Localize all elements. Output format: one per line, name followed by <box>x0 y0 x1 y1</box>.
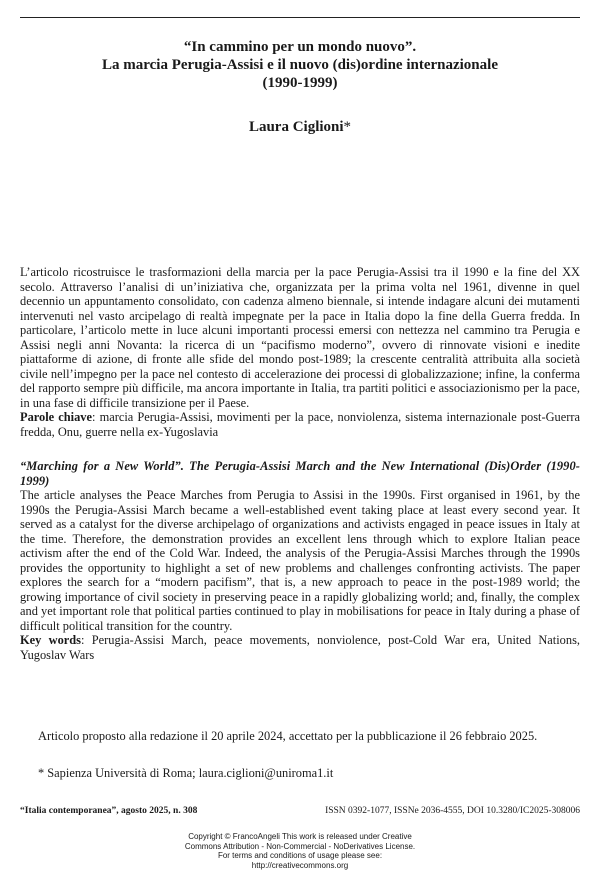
issn-doi: ISSN 0392-1077, ISSNe 2036-4555, DOI 10.3280/IC2025-308006 <box>325 806 580 816</box>
copyright-link[interactable]: http://creativecommons.org <box>251 860 349 870</box>
keywords-english-label: Key words <box>20 633 82 647</box>
keywords-english <box>20 633 580 662</box>
submission-note: Articolo proposto alla redazione il 20 aprile 2024, accettato per la pubblicazione il 26 febbraio 2025. <box>38 729 538 743</box>
abstract-italian-text: L’articolo ricostruisce le trasformazioni della marcia per la pace Perugia-Assisi tra il 1990 e la fine del XX secolo. Attraverso l’analisi di un’iniziativa che, organizzata per la prima volta nel 1961, divenne in quel decennio un appuntamento consolidato, con cadenza almeno biennale, si intende indagare alcuni dei mutamenti intervenuti nel vasto arcipelago di realtà impegnate per la pace in Italia dopo la fine della Guerra fredda. In particolare, l’articolo mette in luce alcuni importanti processi emersi con nettezza nel cammino tra Perugia e Assisi negli anni Novanta: la ricerca di un “pacifismo moderno”, ovvero di rinnovate visioni e inedite piattaforme di azione, di fronte alle sfide del mondo post-1989; la crescente centralità attribuita alla società civile nell’impegno per la pace nel contesto di accelerazione dei processi di globalizzazione; infine, la conferma del rapporto sempre più difficile, ma ancora importante in Italia, tra partiti politici e associazionismo per la pace, in una fase di difficile transizione per il Paese. <box>20 265 580 410</box>
journal-citation: “Italia contemporanea”, agosto 2025, n. 308 <box>20 806 198 816</box>
title-line-2: La marcia Perugia-Assisi e il nuovo (dis)ordine internazionale <box>102 57 498 73</box>
keywords-italian <box>20 410 580 439</box>
copyright-line-3: For terms and conditions of usage please see: <box>217 851 383 860</box>
author-affiliation: * Sapienza Università di Roma; laura.ciglioni@uniroma1.it <box>38 766 334 780</box>
copyright-notice <box>100 832 500 870</box>
article-title <box>20 38 580 92</box>
english-title: “Marching for a New World”. The Perugia-Assisi March and the New International (Dis)Order (1990-1999) <box>20 459 580 488</box>
keywords-italian-text: : marcia Perugia-Assisi, movimenti per la pace, nonviolenza, sistema internazionale post-Guerra fredda, Onu, guerre nella ex-Yugoslavia <box>20 410 580 439</box>
author-footnote-mark: * <box>343 119 352 135</box>
author-line <box>20 119 580 136</box>
abstract-italian <box>20 265 580 439</box>
keywords-english-text: : Perugia-Assisi March, peace movements, nonviolence, post-Cold War era, United Nations, Yugoslav Wars <box>20 633 580 662</box>
author-name: Laura Ciglioni <box>248 119 344 135</box>
title-line-1: “In cammino per un mondo nuovo”. <box>183 39 417 55</box>
title-line-3: (1990-1999) <box>262 75 338 91</box>
keywords-italian-label: Parole chiave <box>20 410 93 424</box>
abstract-english <box>20 459 580 662</box>
top-rule <box>20 17 580 18</box>
copyright-line-1: Copyright © FrancoAngeli This work is released under Creative <box>188 832 412 841</box>
copyright-line-2: Commons Attribution - Non-Commercial - NoDerivatives License. <box>184 841 416 851</box>
abstract-english-text: The article analyses the Peace Marches from Perugia to Assisi in the 1990s. First organised in 1961, by the 1990s the Perugia-Assisi March became a well-established event taking place at least every second year. It served as a catalyst for the diverse archipelago of organizations and activists engaged in peace issues in Italy at the time. Therefore, the demonstration provides an excellent lens through which to explore Italian peace activism after the end of the Cold War. Indeed, the analysis of the Perugia-Assisi Marches through the 1990s provides the opportunity to highlight a set of new problems and challenges confronting activists. The paper explores the search for a “modern pacifism”, that is, a new approach to peace in the post-1989 world; the growing importance of civil society in preserving peace in a rapidly globalizing world; and, finally, the complex and yet important role that political parties continued to play in mobilisations for peace in Italy during a phase of difficult political transition for the country. <box>20 488 580 633</box>
journal-footer <box>20 806 580 816</box>
